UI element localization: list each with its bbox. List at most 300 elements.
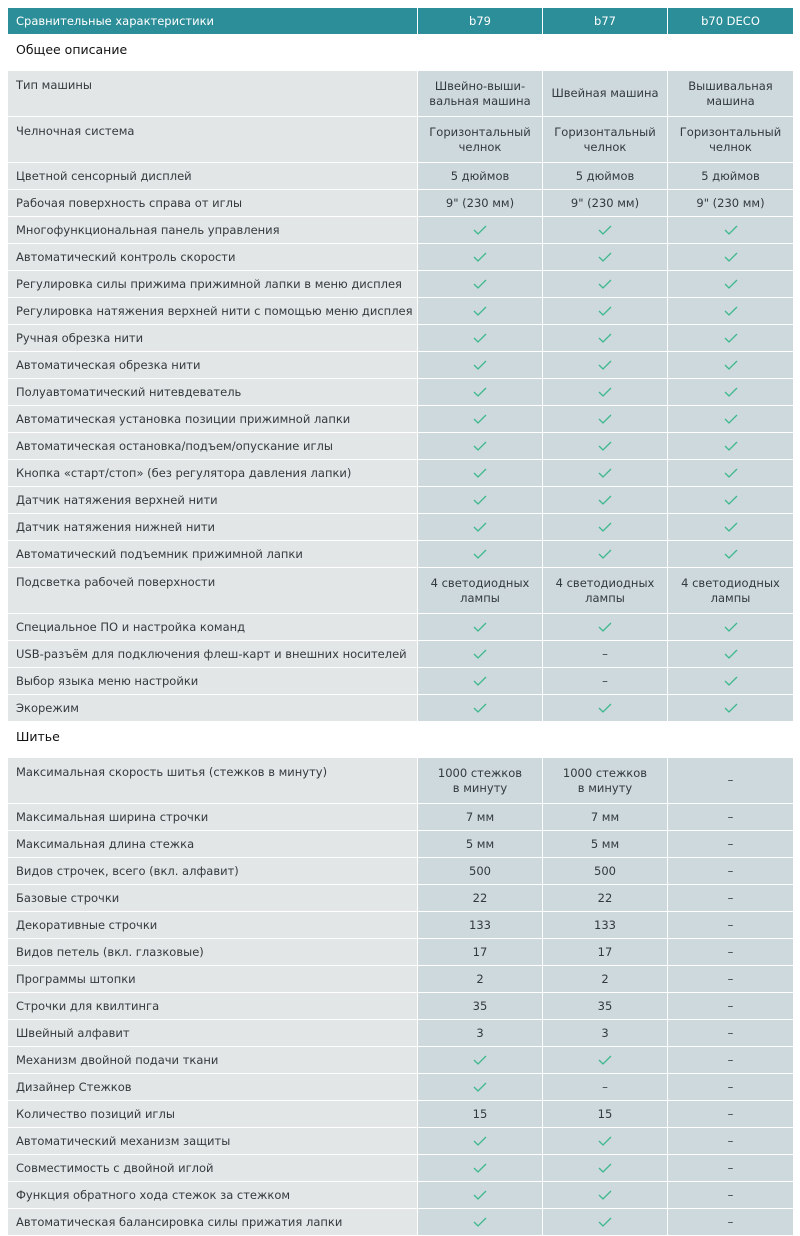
- feature-label: Автоматическая остановка/подъем/опускание иглы: [8, 433, 418, 460]
- feature-label: Декоративные строчки: [8, 912, 418, 939]
- dash-value: –: [727, 1214, 734, 1229]
- check-icon: [598, 333, 612, 343]
- check-icon: [598, 1217, 612, 1227]
- value-cell: [543, 1101, 668, 1128]
- check-icon: [724, 306, 738, 316]
- check-icon: [473, 333, 487, 343]
- value-cell-dash: [668, 993, 794, 1020]
- value-cell: [418, 758, 543, 804]
- feature-label: Полуавтоматический нитевдеватель: [8, 379, 418, 406]
- check-icon: [473, 252, 487, 262]
- section-empty-cell: [668, 722, 794, 758]
- value-cell-check: [668, 433, 794, 460]
- value-cell-dash: [668, 804, 794, 831]
- check-icon: [473, 495, 487, 505]
- check-icon: [598, 306, 612, 316]
- section-empty-cell: [418, 35, 543, 71]
- value-cell: [543, 163, 668, 190]
- table-row: [8, 758, 794, 804]
- value-cell-check: [543, 1182, 668, 1209]
- value-text: 2: [476, 971, 484, 986]
- feature-label: Автоматический контроль скорости: [8, 244, 418, 271]
- value-cell: [418, 912, 543, 939]
- check-icon: [724, 495, 738, 505]
- table-row: [8, 217, 794, 244]
- value-text: 7 мм: [590, 809, 620, 824]
- check-icon: [473, 225, 487, 235]
- table-row: [8, 298, 794, 325]
- value-cell-check: [668, 217, 794, 244]
- value-text: лампы: [460, 590, 500, 605]
- table-row: [8, 406, 794, 433]
- check-icon: [598, 549, 612, 559]
- table-row: [8, 804, 794, 831]
- value-cell-dash: [668, 1209, 794, 1236]
- value-cell: [543, 190, 668, 217]
- feature-label: Цветной сенсорный дисплей: [8, 163, 418, 190]
- check-icon: [724, 522, 738, 532]
- check-icon: [473, 1190, 487, 1200]
- value-text: Вышивальная: [688, 78, 773, 93]
- check-icon: [598, 252, 612, 262]
- table-row: [8, 71, 794, 117]
- dash-value: –: [727, 1106, 734, 1121]
- value-text: 3: [601, 1025, 609, 1040]
- value-text: 5 дюймов: [701, 168, 760, 183]
- check-icon: [724, 468, 738, 478]
- table-row: [8, 190, 794, 217]
- table-row: [8, 433, 794, 460]
- check-icon: [724, 649, 738, 659]
- check-icon: [724, 333, 738, 343]
- value-cell: [418, 831, 543, 858]
- value-text: в минуту: [452, 780, 508, 795]
- check-icon: [724, 279, 738, 289]
- value-text: 9" (230 мм): [570, 195, 640, 210]
- model-column-header: b70 DECO: [668, 8, 794, 35]
- value-text: 22: [472, 890, 488, 905]
- value-text: машина: [706, 93, 755, 108]
- value-text: 1000 стежков: [562, 765, 648, 780]
- value-cell: [543, 939, 668, 966]
- section-title: Шитье: [8, 722, 418, 758]
- dash-value: –: [727, 809, 734, 824]
- value-text: вальная машина: [429, 93, 531, 108]
- value-cell-check: [418, 614, 543, 641]
- feature-label: Кнопка «старт/стоп» (без регулятора давления лапки): [8, 460, 418, 487]
- check-icon: [473, 549, 487, 559]
- value-cell: [543, 966, 668, 993]
- value-cell-dash: [543, 641, 668, 668]
- value-cell-check: [668, 271, 794, 298]
- check-icon: [598, 441, 612, 451]
- feature-label: Видов строчек, всего (вкл. алфавит): [8, 858, 418, 885]
- dash-value: –: [727, 998, 734, 1013]
- feature-label: Максимальная длина стежка: [8, 831, 418, 858]
- check-icon: [724, 703, 738, 713]
- value-cell-check: [543, 244, 668, 271]
- check-icon: [724, 676, 738, 686]
- check-icon: [473, 387, 487, 397]
- comparison-table-container: [7, 7, 793, 1236]
- value-cell-dash: [668, 1182, 794, 1209]
- value-cell: [543, 993, 668, 1020]
- value-text: челнок: [709, 139, 752, 154]
- check-icon: [598, 360, 612, 370]
- value-cell: [418, 1101, 543, 1128]
- check-icon: [724, 414, 738, 424]
- value-cell-check: [418, 325, 543, 352]
- value-cell-dash: [668, 758, 794, 804]
- feature-label: Автоматическая установка позиции прижимной лапки: [8, 406, 418, 433]
- table-body: [8, 35, 794, 1236]
- value-cell-dash: [668, 939, 794, 966]
- feature-label: Регулировка силы прижима прижимной лапки в меню дисплея: [8, 271, 418, 298]
- value-cell-check: [543, 352, 668, 379]
- table-row: [8, 460, 794, 487]
- value-cell-check: [418, 541, 543, 568]
- value-cell: [543, 885, 668, 912]
- check-icon: [473, 306, 487, 316]
- value-cell-check: [418, 217, 543, 244]
- section-header-row: [8, 722, 794, 758]
- check-icon: [598, 703, 612, 713]
- value-cell-dash: [668, 858, 794, 885]
- value-text: 2: [601, 971, 609, 986]
- check-icon: [473, 360, 487, 370]
- feature-label: Автоматический подъемник прижимной лапки: [8, 541, 418, 568]
- table-title: Сравнительные характеристики: [8, 8, 418, 35]
- feature-label: Экорежим: [8, 695, 418, 722]
- feature-label: Датчик натяжения верхней нити: [8, 487, 418, 514]
- feature-label: Рабочая поверхность справа от иглы: [8, 190, 418, 217]
- value-cell-check: [668, 541, 794, 568]
- feature-label: Ручная обрезка нити: [8, 325, 418, 352]
- value-text: 500: [469, 863, 491, 878]
- value-cell-check: [543, 1155, 668, 1182]
- table-row: [8, 668, 794, 695]
- value-cell-check: [543, 514, 668, 541]
- feature-label: USB-разъём для подключения флеш-карт и внешних носителей: [8, 641, 418, 668]
- check-icon: [473, 703, 487, 713]
- value-cell-check: [418, 1209, 543, 1236]
- value-cell-check: [543, 379, 668, 406]
- value-cell: [418, 117, 543, 163]
- value-cell: [668, 163, 794, 190]
- value-cell-dash: [668, 885, 794, 912]
- value-cell: [418, 190, 543, 217]
- table-row: [8, 487, 794, 514]
- table-row: [8, 541, 794, 568]
- value-cell-check: [418, 1074, 543, 1101]
- value-text: 500: [594, 863, 616, 878]
- value-cell-dash: [668, 1020, 794, 1047]
- dash-value: –: [602, 646, 608, 661]
- value-cell-check: [543, 271, 668, 298]
- value-cell-check: [418, 433, 543, 460]
- value-cell-dash: [668, 1047, 794, 1074]
- feature-label: Многофункциональная панель управления: [8, 217, 418, 244]
- check-icon: [473, 522, 487, 532]
- value-cell-dash: [543, 668, 668, 695]
- value-cell-check: [668, 379, 794, 406]
- value-cell-dash: [668, 1155, 794, 1182]
- table-row: [8, 568, 794, 614]
- comparison-table: [7, 7, 794, 1236]
- feature-label: Выбор языка меню настройки: [8, 668, 418, 695]
- check-icon: [724, 225, 738, 235]
- value-cell-check: [418, 406, 543, 433]
- value-cell-check: [668, 352, 794, 379]
- table-row: [8, 641, 794, 668]
- check-icon: [598, 387, 612, 397]
- table-row: [8, 271, 794, 298]
- value-cell-check: [418, 460, 543, 487]
- value-cell: [418, 71, 543, 117]
- dash-value: –: [727, 773, 734, 787]
- feature-label: Видов петель (вкл. глазковые): [8, 939, 418, 966]
- value-cell-check: [543, 325, 668, 352]
- check-icon: [598, 225, 612, 235]
- table-row: [8, 352, 794, 379]
- value-cell-check: [543, 614, 668, 641]
- value-text: 9" (230 мм): [445, 195, 515, 210]
- check-icon: [598, 1136, 612, 1146]
- dash-value: –: [602, 673, 608, 688]
- table-header: [8, 8, 794, 35]
- value-cell: [418, 939, 543, 966]
- table-row: [8, 1101, 794, 1128]
- value-cell-check: [418, 379, 543, 406]
- check-icon: [473, 1136, 487, 1146]
- feature-label: Механизм двойной подачи ткани: [8, 1047, 418, 1074]
- feature-label: Максимальная ширина строчки: [8, 804, 418, 831]
- check-icon: [598, 468, 612, 478]
- value-text: 17: [472, 944, 488, 959]
- value-cell-check: [668, 487, 794, 514]
- value-cell-check: [418, 271, 543, 298]
- check-icon: [473, 279, 487, 289]
- value-cell-check: [418, 1182, 543, 1209]
- value-cell-check: [418, 1155, 543, 1182]
- check-icon: [724, 622, 738, 632]
- section-empty-cell: [668, 35, 794, 71]
- check-icon: [473, 414, 487, 424]
- feature-label: Совместимость с двойной иглой: [8, 1155, 418, 1182]
- value-cell-check: [668, 460, 794, 487]
- value-cell-dash: [668, 1101, 794, 1128]
- value-text: 5 дюймов: [575, 168, 635, 183]
- section-empty-cell: [543, 35, 668, 71]
- dash-value: –: [727, 971, 734, 986]
- value-text: 4 светодиодных: [681, 575, 780, 590]
- value-cell-check: [418, 1128, 543, 1155]
- feature-label: Базовые строчки: [8, 885, 418, 912]
- table-row: [8, 695, 794, 722]
- value-text: Горизонтальный: [554, 124, 656, 139]
- value-cell: [543, 831, 668, 858]
- value-cell-check: [418, 695, 543, 722]
- check-icon: [598, 622, 612, 632]
- feature-label: Дизайнер Стежков: [8, 1074, 418, 1101]
- value-cell-check: [668, 614, 794, 641]
- value-text: 9" (230 мм): [696, 195, 765, 210]
- table-row: [8, 885, 794, 912]
- check-icon: [473, 1163, 487, 1173]
- value-cell-check: [543, 406, 668, 433]
- dash-value: –: [727, 944, 734, 959]
- check-icon: [473, 1082, 487, 1092]
- table-row: [8, 1020, 794, 1047]
- table-row: [8, 912, 794, 939]
- value-cell-check: [543, 695, 668, 722]
- check-icon: [724, 549, 738, 559]
- feature-label: Программы штопки: [8, 966, 418, 993]
- value-cell-dash: [543, 1074, 668, 1101]
- value-text: 4 светодиодных: [430, 575, 530, 590]
- value-cell: [543, 71, 668, 117]
- value-cell-check: [668, 325, 794, 352]
- value-cell: [668, 568, 794, 614]
- value-text: 133: [469, 917, 491, 932]
- value-cell: [543, 758, 668, 804]
- feature-label: Автоматическая балансировка силы прижатия лапки: [8, 1209, 418, 1236]
- value-text: Швейная машина: [551, 86, 659, 100]
- feature-label: Количество позиций иглы: [8, 1101, 418, 1128]
- value-text: лампы: [710, 590, 751, 605]
- feature-label: Тип машины: [8, 71, 418, 117]
- value-cell-dash: [668, 1074, 794, 1101]
- feature-label: Подсветка рабочей поверхности: [8, 568, 418, 614]
- check-icon: [598, 1163, 612, 1173]
- value-cell-check: [668, 695, 794, 722]
- value-text: 17: [597, 944, 613, 959]
- dash-value: –: [727, 1079, 734, 1094]
- section-empty-cell: [418, 722, 543, 758]
- value-text: 35: [472, 998, 488, 1013]
- dash-value: –: [727, 1160, 734, 1175]
- value-text: челнок: [458, 139, 502, 154]
- section-title: Общее описание: [8, 35, 418, 71]
- table-row: [8, 244, 794, 271]
- check-icon: [598, 414, 612, 424]
- section-header-row: [8, 35, 794, 71]
- check-icon: [473, 441, 487, 451]
- value-text: 15: [597, 1106, 613, 1121]
- dash-value: –: [727, 1133, 734, 1148]
- value-text: 5 мм: [465, 836, 495, 851]
- value-cell-check: [543, 217, 668, 244]
- check-icon: [724, 360, 738, 370]
- value-cell-check: [418, 244, 543, 271]
- value-cell-check: [543, 1047, 668, 1074]
- feature-label: Функция обратного хода стежок за стежком: [8, 1182, 418, 1209]
- value-cell-check: [668, 668, 794, 695]
- table-row: [8, 966, 794, 993]
- value-cell: [418, 163, 543, 190]
- check-icon: [598, 1190, 612, 1200]
- table-row: [8, 514, 794, 541]
- dash-value: –: [727, 863, 734, 878]
- table-row: [8, 117, 794, 163]
- value-text: 1000 стежков: [437, 765, 523, 780]
- value-text: 5 мм: [590, 836, 620, 851]
- value-cell: [418, 568, 543, 614]
- dash-value: –: [727, 917, 734, 932]
- value-cell-check: [543, 541, 668, 568]
- table-row: [8, 1128, 794, 1155]
- feature-label: Специальное ПО и настройка команд: [8, 614, 418, 641]
- value-text: челнок: [583, 139, 627, 154]
- value-cell-dash: [668, 831, 794, 858]
- table-row: [8, 1182, 794, 1209]
- value-cell-check: [668, 298, 794, 325]
- value-text: 3: [476, 1025, 484, 1040]
- dash-value: –: [727, 1187, 734, 1202]
- value-cell: [543, 804, 668, 831]
- value-text: 22: [597, 890, 613, 905]
- value-text: Швейно-выши-: [434, 78, 526, 93]
- feature-label: Швейный алфавит: [8, 1020, 418, 1047]
- feature-label: Датчик натяжения нижней нити: [8, 514, 418, 541]
- value-text: 35: [597, 998, 613, 1013]
- table-row: [8, 939, 794, 966]
- value-cell: [543, 1020, 668, 1047]
- value-cell-check: [418, 1047, 543, 1074]
- value-cell-check: [418, 298, 543, 325]
- table-row: [8, 379, 794, 406]
- check-icon: [473, 649, 487, 659]
- value-cell-check: [543, 460, 668, 487]
- value-cell-check: [418, 641, 543, 668]
- value-cell: [418, 966, 543, 993]
- table-row: [8, 1074, 794, 1101]
- value-cell-dash: [668, 966, 794, 993]
- value-cell-check: [418, 514, 543, 541]
- feature-label: Автоматический механизм защиты: [8, 1128, 418, 1155]
- check-icon: [598, 495, 612, 505]
- value-cell: [418, 1020, 543, 1047]
- section-empty-cell: [543, 722, 668, 758]
- feature-label: Строчки для квилтинга: [8, 993, 418, 1020]
- feature-label: Максимальная скорость шитья (стежков в минуту): [8, 758, 418, 804]
- value-text: Горизонтальный: [429, 124, 531, 139]
- value-cell-check: [543, 487, 668, 514]
- value-text: 5 дюймов: [450, 168, 510, 183]
- value-cell: [418, 885, 543, 912]
- check-icon: [598, 279, 612, 289]
- value-cell-check: [418, 487, 543, 514]
- value-cell-check: [668, 406, 794, 433]
- value-cell-check: [543, 433, 668, 460]
- check-icon: [473, 1217, 487, 1227]
- value-cell-check: [418, 668, 543, 695]
- table-row: [8, 163, 794, 190]
- check-icon: [724, 387, 738, 397]
- value-cell-dash: [668, 912, 794, 939]
- model-column-header: b77: [543, 8, 668, 35]
- feature-label: Автоматическая обрезка нити: [8, 352, 418, 379]
- value-cell-check: [543, 1128, 668, 1155]
- value-cell: [668, 71, 794, 117]
- value-text: 15: [472, 1106, 488, 1121]
- value-text: Горизонтальный: [679, 124, 782, 139]
- model-column-header: b79: [418, 8, 543, 35]
- value-cell: [543, 568, 668, 614]
- value-cell: [543, 117, 668, 163]
- dash-value: –: [727, 1025, 734, 1040]
- value-cell-check: [668, 244, 794, 271]
